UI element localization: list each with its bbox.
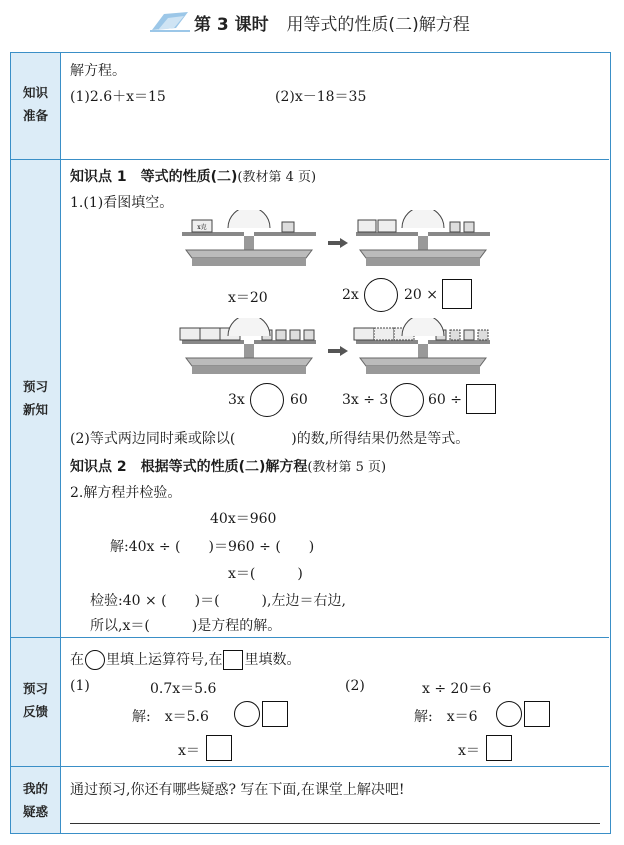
operator-blank-circle[interactable] (496, 701, 522, 727)
prep-instruction: 解方程。 (70, 63, 126, 79)
balance-scale-icon (178, 318, 320, 380)
svg-text:x克: x克 (197, 224, 207, 231)
doubt-label: 我的 疑惑 (22, 781, 48, 819)
equation-c-left: 3x (228, 392, 245, 408)
lesson-number: 第 3 课时 (194, 15, 269, 35)
equation-d-right: 60 ÷ (428, 392, 462, 408)
operator-blank-circle[interactable] (234, 701, 260, 727)
writing-line[interactable] (70, 823, 600, 824)
lesson-header (150, 6, 550, 36)
row-divider (11, 159, 609, 160)
doubt-text: 通过预习,你还有哪些疑惑? 写在下面,在课堂上解决吧! (70, 782, 405, 798)
lesson-title: 用等式的性质(二)解方程 (286, 15, 470, 35)
operator-blank-circle[interactable] (390, 383, 424, 417)
square-symbol-icon (223, 650, 243, 670)
knowledge-point-1: 知识点 1 等式的性质(二)(教材第 4 页) (70, 169, 317, 185)
main-equation: 40x＝960 (210, 511, 277, 527)
check-step-1: 检验:40 × ( )＝( ),左边＝右边, (90, 593, 346, 609)
check-step-2: 所以,x＝( )是方程的解。 (90, 618, 282, 634)
equation-b-right: 20 × (404, 287, 438, 303)
feedback-instruction: 在 里填上运算符号,在 里填数。 (70, 652, 301, 668)
circle-symbol-icon (85, 650, 105, 670)
balance-scale-icon (178, 210, 320, 272)
feedback-label: 预习 反馈 (22, 681, 48, 719)
arrow-right-icon (328, 238, 348, 248)
operator-blank-circle[interactable] (250, 383, 284, 417)
problem-2-number: (2) (345, 678, 365, 694)
equation-b-left: 2x (342, 287, 359, 303)
solve-step-1: 解:40x ÷ ( )＝960 ÷ ( ) (110, 539, 315, 555)
number-blank-box[interactable] (524, 701, 550, 727)
problem-1-solve: 解: x＝5.6 (132, 709, 209, 725)
balance-scale-icon (352, 210, 494, 272)
question-1-part-2: (2)等式两边同时乘或除以( )的数,所得结果仍然是等式。 (70, 431, 470, 447)
arrow-right-icon (328, 346, 348, 356)
knowledge-point-2: 知识点 2 根据等式的性质(二)解方程(教材第 5 页) (70, 459, 387, 475)
number-blank-box[interactable] (442, 279, 472, 309)
prep-question-1: (1)2.6＋x＝15 (70, 89, 166, 105)
problem-2-x: x＝ (458, 743, 480, 759)
problem-2-equation: x ÷ 20＝6 (422, 681, 492, 697)
number-blank-box[interactable] (486, 735, 512, 761)
prep-question-2: (2)x－18＝35 (275, 89, 367, 105)
equation-a: x＝20 (228, 290, 268, 306)
balance-scale-icon (352, 318, 494, 380)
row-divider (11, 637, 609, 638)
question-1-title: 1.(1)看图填空。 (70, 195, 174, 211)
preview-label: 预习 新知 (22, 379, 48, 417)
column-divider (60, 53, 61, 833)
problem-1-number: (1) (70, 678, 90, 694)
number-blank-box[interactable] (466, 384, 496, 414)
problem-1-equation: 0.7x＝5.6 (150, 681, 217, 697)
question-2-title: 2.解方程并检验。 (70, 485, 182, 501)
row-divider (11, 766, 609, 767)
solve-step-2: x＝( ) (228, 566, 303, 582)
pencil-decoration-icon (150, 10, 192, 32)
page-title (194, 10, 470, 35)
operator-blank-circle[interactable] (364, 278, 398, 312)
problem-2-solve: 解: x＝6 (414, 709, 478, 725)
prep-label: 知识 准备 (22, 85, 48, 123)
number-blank-box[interactable] (206, 735, 232, 761)
problem-1-x: x＝ (178, 743, 200, 759)
equation-c-right: 60 (290, 392, 308, 408)
equation-d-left: 3x ÷ 3 (342, 392, 389, 408)
number-blank-box[interactable] (262, 701, 288, 727)
